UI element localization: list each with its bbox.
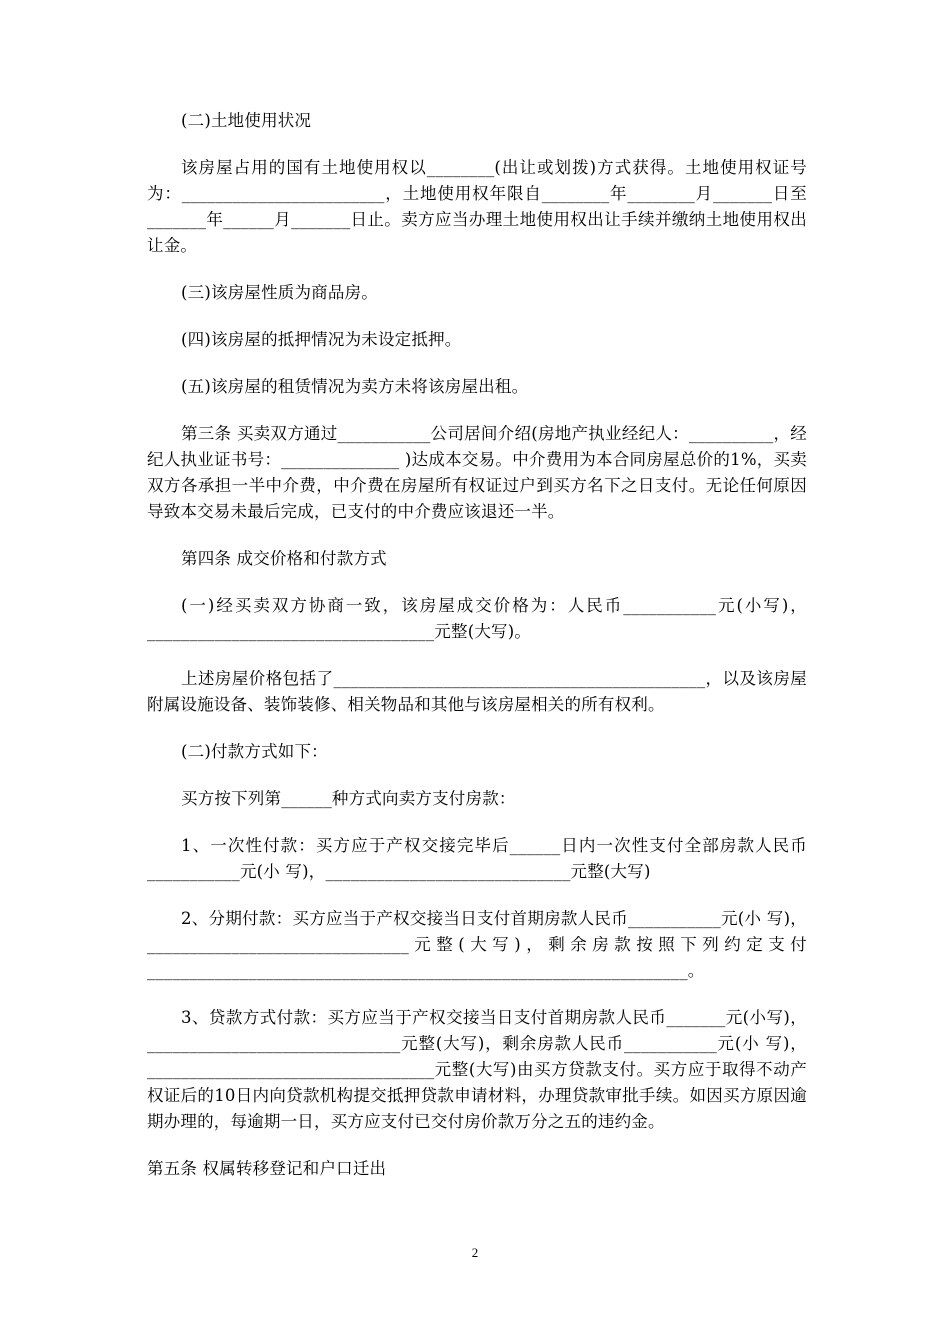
paragraph-transaction-price: (一)经买卖双方协商一致，该房屋成交价格为：人民币___________元(小写)，__________________________________元整(大写)。	[147, 596, 807, 641]
paragraph-land-use-heading: (二)土地使用状况	[181, 111, 312, 130]
page-number: 2	[471, 1245, 479, 1260]
paragraph-installment-payment: 2、分期付款：买方应当于产权交接当日支付首期房款人民币___________元(小 写)，_______________________________元整(大写)，剩余房款按照下列约定支付________________________________________________________________。	[147, 909, 807, 980]
paragraph-lump-sum-payment: 1、一次性付款：买方应于产权交接完毕后______日内一次性支付全部房款人民币___________元(小 写)，_____________________________元整(大写)	[147, 836, 807, 881]
paragraph-price-includes: 上述房屋价格包括了____________________________________________，以及该房屋附属设施设备、装饰装修、相关物品和其他与该房屋相关的所有权利。	[147, 669, 807, 714]
paragraph-article-5-heading: 第五条 权属转移登记和户口迁出	[147, 1159, 387, 1178]
paragraph-payment-methods-heading: (二)付款方式如下：	[181, 742, 328, 761]
paragraph-mortgage-status: (四)该房屋的抵押情况为未设定抵押。	[181, 330, 462, 349]
paragraph-lease-status: (五)该房屋的租赁情况为卖方未将该房屋出租。	[181, 377, 529, 396]
paragraph-article-3-agency: 第三条 买卖双方通过___________公司居间介绍(房地产执业经纪人：__________，经纪人执业证书号：______________ )达成本交易。中介费用为本合同房屋总价的1%，买卖双方各承担一半中介费，中介费在房屋所有权证过户到买方名下之日支付。无论任何原因导致本交易未最后完成，已支付的中介费应该退还一半。	[147, 424, 807, 521]
paragraph-payment-choice: 买方按下列第______种方式向卖方支付房款：	[181, 789, 516, 808]
paragraph-loan-payment: 3、贷款方式付款：买方应当于产权交接当日支付首期房款人民币_______元(小写)，______________________________元整(大写)，剩余房款人民币___________元(小 写)，__________________________________元整(大写)由买方贷款支付。买方应于取得不动产权证后的10日内向贷款机构提交抵押贷款申请材料，办理贷款审批手续。如因买方原因逾期办理的，每逾期一日，买方应支付已交付房价款万分之五的违约金。	[147, 1008, 807, 1131]
paragraph-land-use-details: 该房屋占用的国有土地使用权以________(出让或划拨)方式获得。土地使用权证号为：________________________，土地使用权年限自________年________月_______日至_______年______月_______日止。卖方应当办理土地使用权出让手续并缴纳土地使用权出让金。	[147, 158, 807, 255]
document-page	[147, 108, 807, 1203]
paragraph-article-4-heading: 第四条 成交价格和付款方式	[181, 549, 387, 568]
paragraph-property-nature: (三)该房屋性质为商品房。	[181, 283, 378, 302]
